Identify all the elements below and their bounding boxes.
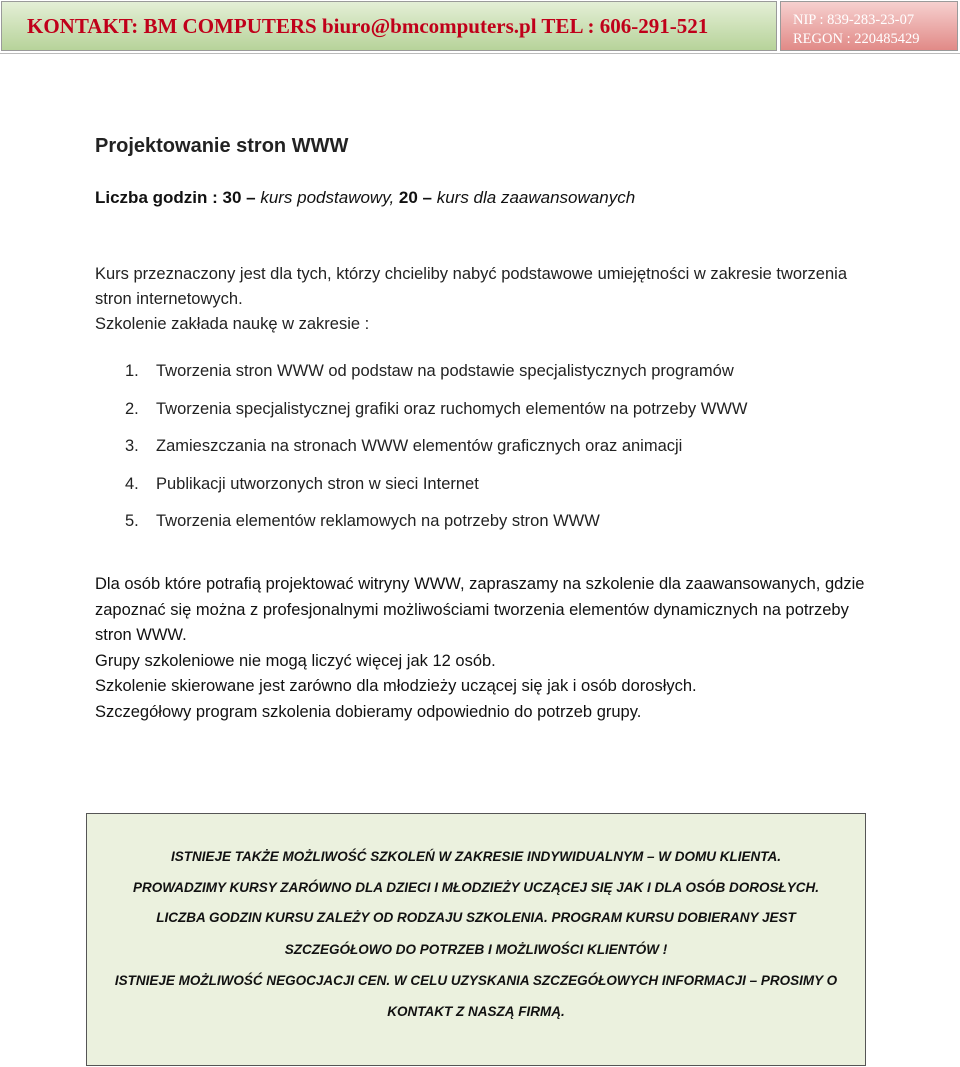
scope-label: Szkolenie zakłada naukę w zakresie :	[95, 315, 370, 333]
notice-line: SZCZEGÓŁOWO DO POTRZEB I MOŻLIWOŚCI KLIENTÓW !	[284, 942, 668, 957]
hours-label: Liczba godzin : 30 –	[95, 188, 261, 207]
program-text: Szczegółowy program szkolenia dobieramy odpowiednio do potrzeb grupy.	[95, 702, 642, 721]
outro-text: Dla osób które potrafią projektować witryny WWW, zapraszamy na szkolenie dla zaawansowanych, gdzie zapoznać się można z profesjonalnymi możliwościami tworzenia elementów dynamicznych na potrzeby stron WWW.	[95, 575, 865, 644]
audience-text: Szkolenie skierowane jest zarówno dla młodzieży uczącej się jak i osób dorosłych.	[95, 677, 697, 695]
list-item-text: Zamieszczania na stronach WWW elementów graficznych oraz animacji	[156, 437, 683, 455]
list-item-text: Publikacji utworzonych stron w sieci Internet	[156, 474, 479, 493]
header-divider	[0, 53, 960, 54]
group-size-text: Grupy szkoleniowe nie mogą liczyć więcej jak 12 osób.	[95, 651, 496, 670]
page-header	[0, 0, 958, 52]
contact-banner	[1, 1, 777, 51]
intro-text: Kurs przeznaczony jest dla tych, którzy chcieliby nabyć podstawowe umiejętności w zakresie tworzenia stron internetowych.	[95, 265, 847, 308]
list-item-number: 3.	[125, 437, 139, 455]
hours-mid: 20 –	[394, 188, 437, 207]
course-intro	[95, 262, 855, 337]
notice-line: ISTNIEJE MOŻLIWOŚĆ NEGOCJACJI CEN. W CELU UZYSKANIA SZCZEGÓŁOWYCH INFORMACJI – PROSIMY O	[114, 973, 838, 988]
list-item-number: 2.	[125, 399, 139, 418]
list-item-text: Tworzenia elementów reklamowych na potrzeby stron WWW	[156, 512, 600, 530]
notice-line: KONTAKT Z NASZĄ FIRMĄ.	[387, 1004, 565, 1019]
hours-basic: kurs podstawowy,	[260, 188, 395, 207]
nip-text: NIP : 839-283-23-07	[793, 12, 915, 28]
course-hours	[95, 188, 635, 208]
notice-line: ISTNIEJE TAKŻE MOŻLIWOŚĆ SZKOLEŃ W ZAKRESIE INDYWIDUALNYM – W DOMU KLIENTA.	[171, 849, 781, 864]
list-item-text: Tworzenia specjalistycznej grafiki oraz ruchomych elementów na potrzeby WWW	[156, 399, 748, 418]
course-outro	[95, 572, 875, 725]
notice-box	[86, 813, 866, 1066]
list-item-number: 4.	[125, 474, 139, 493]
notice-line: LICZBA GODZIN KURSU ZALEŻY OD RODZAJU SZKOLENIA. PROGRAM KURSU DOBIERANY JEST	[156, 910, 796, 925]
hours-advanced: kurs dla zaawansowanych	[436, 188, 636, 207]
list-item-text: Tworzenia stron WWW od podstaw na podstawie specjalistycznych programów	[156, 362, 734, 380]
company-ids-banner	[780, 1, 958, 51]
course-title: Projektowanie stron WWW	[95, 135, 349, 157]
notice-line: PROWADZIMY KURSY ZARÓWNO DLA DZIECI I MŁODZIEŻY UCZĄCEJ SIĘ JAK I DLA OSÓB DOROSŁYCH.	[132, 880, 820, 895]
regon-text: REGON : 220485429	[793, 31, 920, 47]
contact-text: KONTAKT: BM COMPUTERS biuro@bmcomputers.pl TEL : 606-291-521	[27, 14, 709, 38]
list-item-number: 1.	[125, 362, 139, 380]
list-item-number: 5.	[125, 512, 139, 530]
